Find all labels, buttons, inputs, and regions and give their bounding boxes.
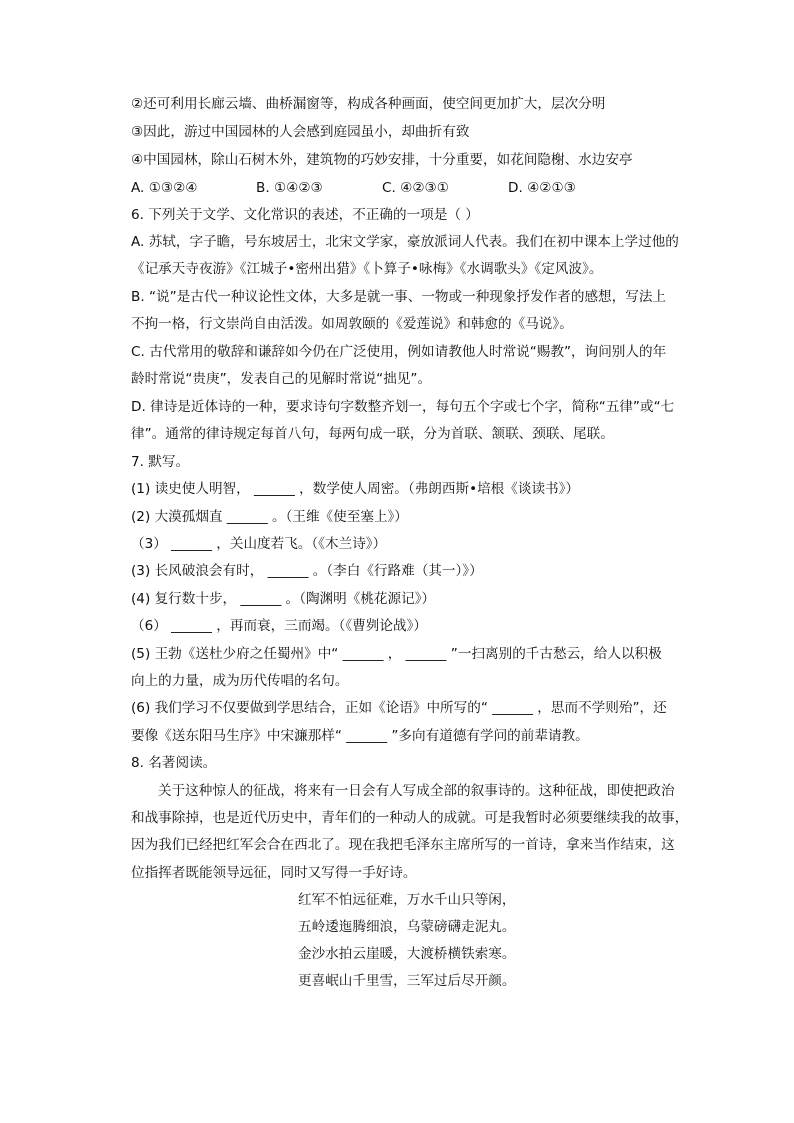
q7-item-5: (4) 复行数十步， ______ 。（陶渊明《桃花源记》） [131, 591, 436, 607]
q7-item-7-line1: (5) 王勃《送杜少府之任蜀州》中“ ______ ， ______ ”一扫离别的千古愁云，给人以积极 [131, 646, 662, 662]
q6-option-d-line1: D. 律诗是近体诗的一种，要求诗句字数整齐划一，每句五个字或七个字，简称“五律”或“七 [131, 399, 675, 415]
q6-option-c-line1: C. 古代常用的敬辞和谦辞如今仍在广泛使用，例如请教他人时常说“赐教”，询问别人的年 [131, 344, 667, 360]
q7-item-1: (1) 读史使人明智， ______ ，数学使人周密。（弗朗西斯•培根《谈读书》） [131, 481, 580, 497]
q5-option-b[interactable]: B. ①④②③ [256, 180, 323, 196]
q5-option-c[interactable]: C. ④②③① [382, 180, 449, 196]
q7-item-2: (2) 大漠孤烟直 ______ 。（王维《使至塞上》） [131, 509, 408, 525]
poem-line-4: 更喜岷山千里雪，三军过后尽开颜。 [298, 973, 516, 989]
q5-sentence-2: ②还可利用长廊云墙、曲桥漏窗等，构成各种画面，使空间更加扩大，层次分明 [131, 96, 606, 112]
q8-passage-line2: 和战事除掉，也是近代历史中，青年们的一种动人的成就。可是我暂时必须要继续我的故事， [131, 810, 689, 826]
poem-line-1: 红军不怕远征难，万水千山只等闲， [298, 892, 516, 908]
q5-option-a[interactable]: A. ①③②④ [131, 180, 198, 196]
q6-stem: 6. 下列关于文学、文化常识的表述，不正确的一项是（ ） [131, 207, 479, 223]
q7-item-7-line2: 向上的力量，成为历代传唱的名句。 [131, 673, 349, 689]
q6-option-d-line2: 律”。通常的律诗规定每首八句，每两句成一联，分为首联、颔联、颈联、尾联。 [131, 426, 614, 442]
q8-passage-line3: 因为我们已经把红军会合在西北了。现在我把毛泽东主席所写的一首诗，拿来当作结束，这 [131, 837, 675, 853]
q7-stem: 7. 默写。 [131, 454, 190, 470]
q7-item-8-line1: (6) 我们学习不仅要做到学思结合，正如《论语》中所写的“ ______ ，思而不学则殆”，还 [131, 700, 667, 716]
q6-option-a-line1: A. 苏轼，字子瞻，号东坡居士，北宋文学家，豪放派词人代表。我们在初中课本上学过他的 [131, 234, 679, 250]
q7-item-6: （6） ______ ，再而衰，三而竭。（《曹刿论战》） [131, 618, 427, 634]
q6-option-b-line1: B. “说”是古代一种议论性文体，大多是就一事、一物或一种现象抒发作者的感想，写法上 [131, 289, 667, 305]
q7-item-4: (3) 长风破浪会有时， ______ 。（李白《行路难（其一）》） [131, 563, 483, 579]
q6-option-c-line2: 龄时常说“贵庚”，发表自己的见解时常说“拙见”。 [131, 371, 432, 387]
q8-stem: 8. 名著阅读。 [131, 755, 217, 771]
q8-passage-line1: 关于这种惊人的征战，将来有一日会有人写成全部的叙事诗的。这种征战，即使把政治 [158, 783, 675, 799]
q5-sentence-3: ③因此，游过中国园林的人会感到庭园虽小，却曲折有致 [131, 124, 470, 140]
poem-line-2: 五岭逶迤腾细浪，乌蒙磅礴走泥丸。 [298, 919, 516, 935]
q6-option-b-line2: 不拘一格，行文崇尚自由活泼。如周敦颐的《爱莲说》和韩愈的《马说》。 [131, 316, 573, 332]
poem-line-3: 金沙水拍云崖暖，大渡桥横铁索寒。 [298, 946, 516, 962]
q5-option-d[interactable]: D. ④②①③ [508, 180, 576, 196]
q7-item-8-line2: 要像《送东阳马生序》中宋濂那样“ ______ ”多向有道德有学问的前辈请教。 [131, 728, 589, 744]
q5-sentence-4: ④中国园林，除山石树木外，建筑物的巧妙安排，十分重要，如花间隐榭、水边安亭 [131, 152, 633, 168]
q5-options [131, 178, 691, 198]
q8-passage-line4: 位指挥者既能领导远征，同时又写得一手好诗。 [131, 865, 417, 881]
q6-option-a-line2: 《记承天寺夜游》《江城子•密州出猎》《卜算子•咏梅》《水调歌头》《定风波》。 [131, 261, 603, 277]
q7-item-3: （3） ______ ，关山度若飞。（《木兰诗》） [131, 536, 387, 552]
